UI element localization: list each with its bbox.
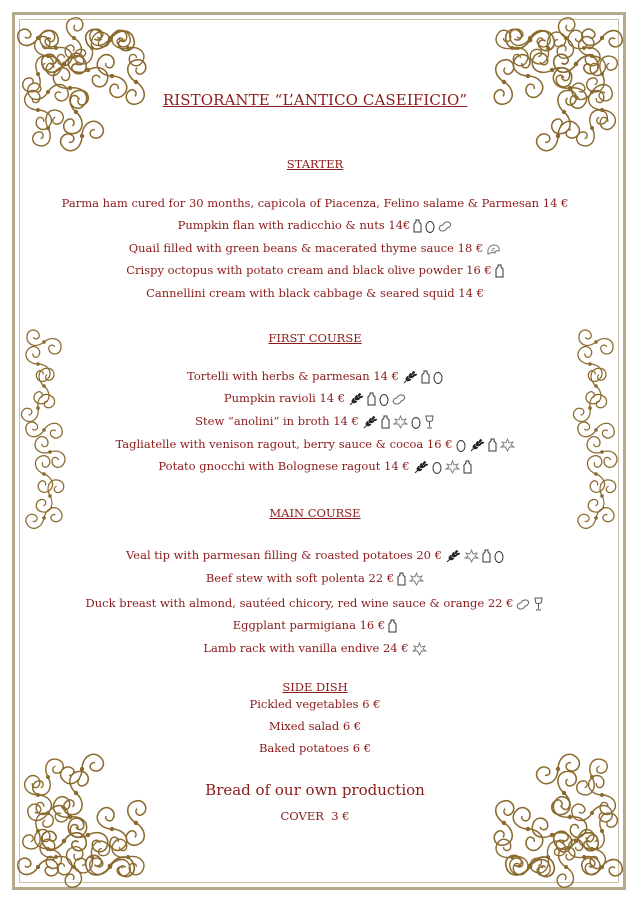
menu-item: Veal tip with parmesan filling & roasted potatoes 20 € [60,547,570,563]
egg-icon [379,393,389,406]
wheat-icon [413,460,429,474]
wheat-icon [469,438,485,452]
menu-item: Duck breast with almond, sautéed chicory, red wine sauce & orange 22 € [60,595,570,611]
milk-bottle-icon [413,219,422,233]
wheat-icon [362,415,378,429]
milk-bottle-icon [397,572,406,586]
egg-icon [411,416,421,429]
milk-bottle-icon [421,370,430,384]
menu-item: Pumpkin flan with radicchio & nuts 14€ [60,217,570,233]
section-heading-side-dish: SIDE DISH [282,680,348,694]
celery-leaf-icon [445,460,460,474]
menu-item: Tortelli with herbs & parmesan 14 € [60,368,570,384]
section-heading-main-course: MAIN COURSE [269,506,361,520]
menu-item: Beef stew with soft polenta 22 € [60,570,570,586]
menu-item: Pickled vegetables 6 € [249,697,381,711]
egg-icon [432,461,442,474]
milk-bottle-icon [388,619,397,633]
milk-bottle-icon [381,415,390,429]
celery-leaf-icon [464,549,479,563]
menu-item: Tagliatelle with venison ragout, berry sauce & cocoa 16 € [60,436,570,452]
celery-leaf-icon [412,642,427,656]
menu-item: Stew “anolini” in broth 14 € [60,413,570,429]
menu-item: Crispy octopus with potato cream and black olive powder 16 € [60,262,570,278]
menu-item: Baked potatoes 6 € [258,741,372,755]
menu-item: Cannellini cream with black cabbage & seared squid 14 € [146,286,484,300]
wheat-icon [348,392,364,406]
milk-bottle-icon [463,460,472,474]
bread-note: Bread of our own production [205,781,425,799]
wheat-icon [445,549,461,563]
menu-item: Pumpkin ravioli 14 € [60,390,570,406]
celery-leaf-icon [500,438,515,452]
milk-bottle-icon [495,264,504,278]
celery-leaf-icon [409,572,424,586]
section-heading-first-course: FIRST COURSE [268,331,362,345]
egg-icon [456,439,466,452]
wine-glass-icon [533,597,544,611]
peanut-icon [516,598,530,610]
milk-bottle-icon [482,549,491,563]
milk-bottle-icon [367,392,376,406]
restaurant-title: RISTORANTE “L’ANTICO CASEIFICIO” [162,91,468,109]
menu-item: Potato gnocchi with Bolognese ragout 14 € [60,458,570,474]
celery-leaf-icon [393,415,408,429]
menu-item: Parma ham cured for 30 months, capicola of Piacenza, Felino salame & Parmesan 14 € [61,196,569,210]
menu-item: Mixed salad 6 € [268,719,362,733]
cover-charge: COVER 3 € [280,809,350,823]
egg-icon [494,550,504,563]
menu-item: Eggplant parmigiana 16 € [60,617,570,633]
milk-bottle-icon [488,438,497,452]
wine-glass-icon [424,415,435,429]
peanut-icon [392,393,406,405]
peanut-icon [438,220,452,232]
menu-item: Lamb rack with vanilla endive 24 € [60,640,570,656]
section-heading-starter: STARTER [286,157,344,171]
shellfish-icon [486,243,501,256]
menu-item: Quail filled with green beans & macerated thyme sauce 18 € [60,240,570,256]
egg-icon [425,220,435,233]
wheat-icon [402,370,418,384]
egg-icon [433,371,443,384]
